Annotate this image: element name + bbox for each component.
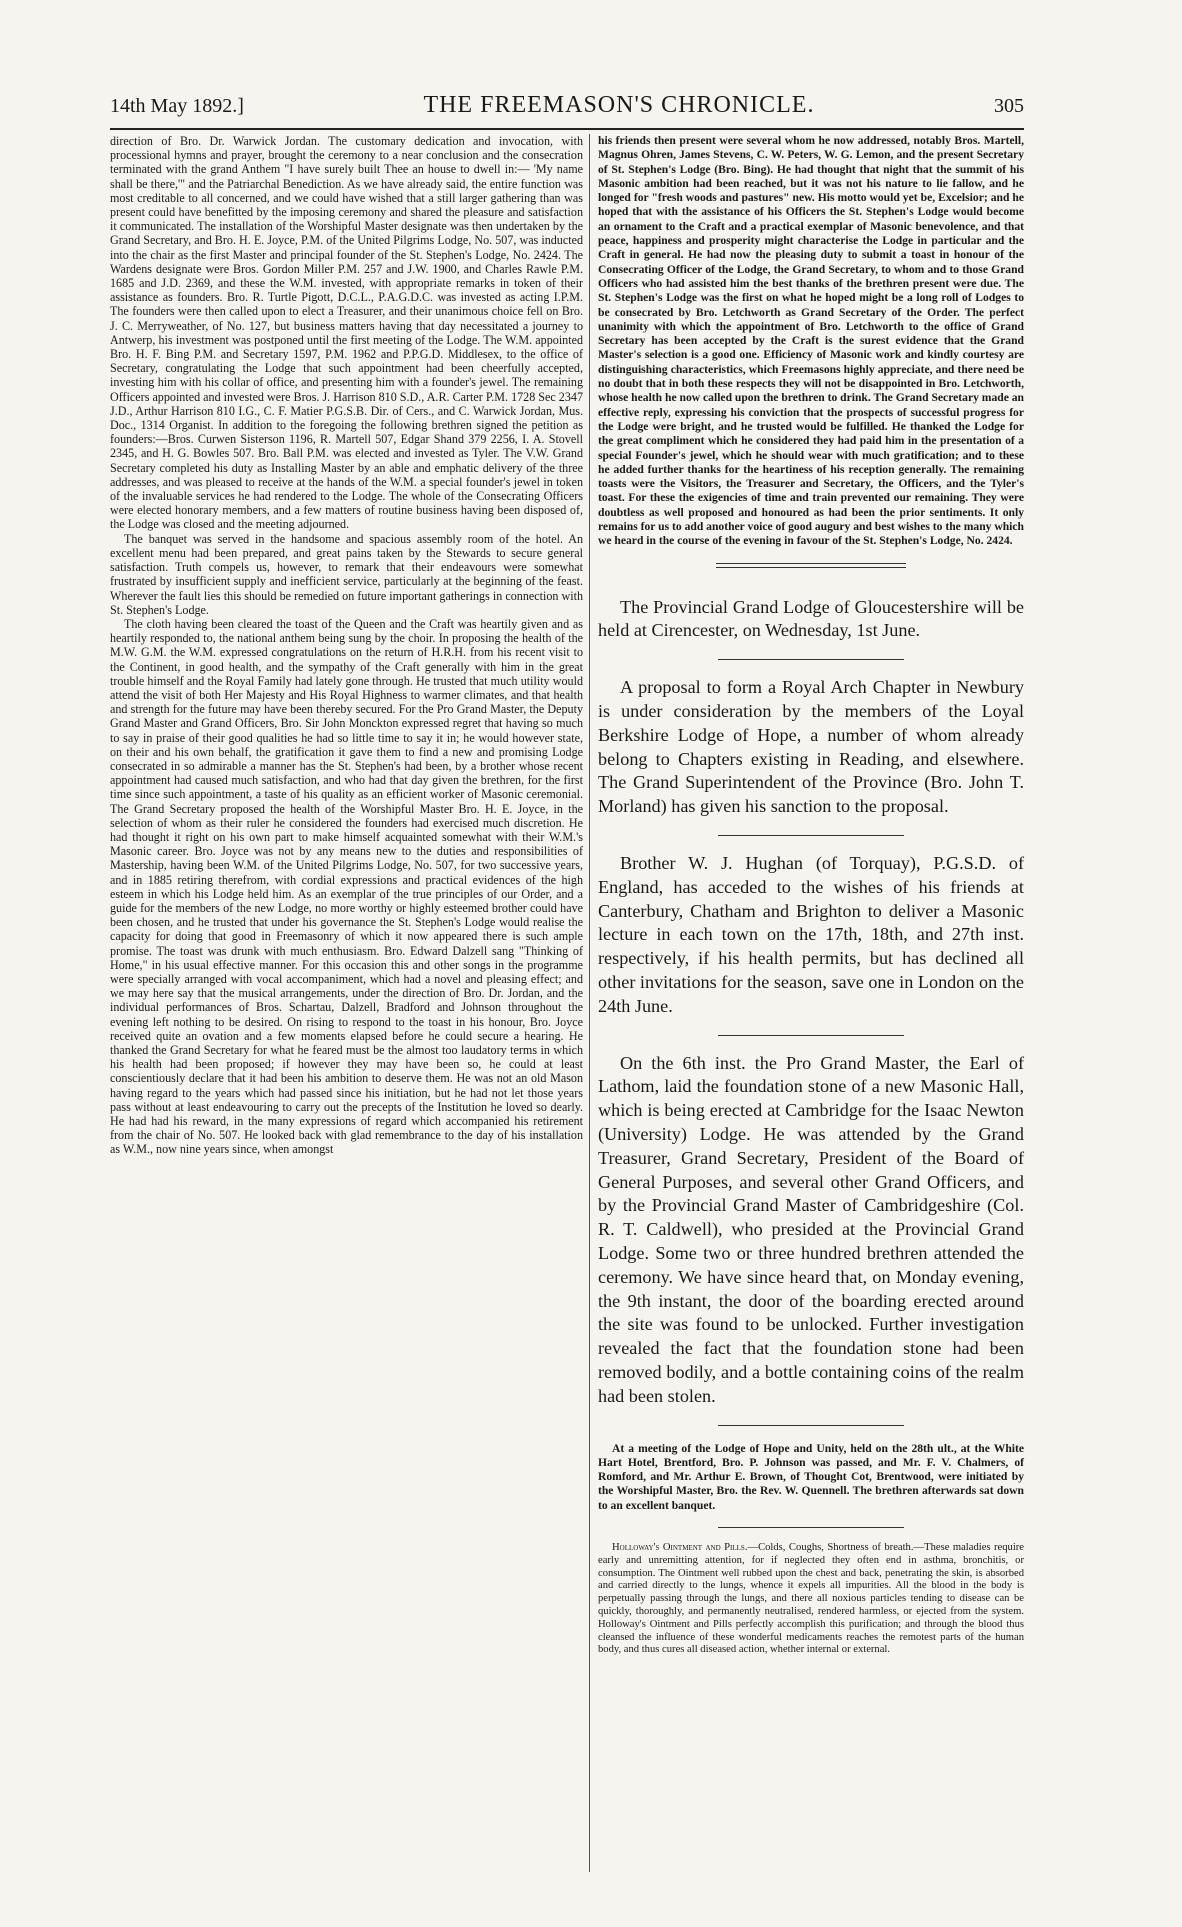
news-item-hughan: Brother W. J. Hughan (of Torquay), P.G.S.D. of England, has acceded to the wishes of his friends at Canterbury, Chatham and Brighton to deliver a Masonic lecture in each town on the 17th, 18th, and 27th inst. respectively, if his health permits, but has declined all other invitations for the season, save one in London on the 24th June. — [598, 852, 1024, 1016]
left-column — [110, 134, 583, 1157]
news-item-hope-unity: At a meeting of the Lodge of Hope and Unity, held on the 28th ult., at the White Hart Hotel, Brentford, Bro. P. Johnson was passed, and Mr. F. V. Chalmers, of Romford, and Mr. Arthur E. Brown, of Thought Cot, Brentwood, were initiated by the Worshipful Master, Bro. the Rev. W. Quennell. The brethren afterwards sat down to an excellent banquet. — [598, 1441, 1024, 1512]
article-consecration-text: direction of Bro. Dr. Warwick Jordan. The customary dedication and invocation, with processional hymns and prayer, brought the ceremony to a near conclusion and the consecration terminated with the grand Anthem "I have surely built Thee an house to dwell in:— 'My name shall be there,'" and the Patriarchal Benediction. As we have already said, the entire function was most creditable to all concerned, and we could have wished that a still larger gathering than was present could have benefitted by the imposing ceremony and shared the pleasure and satisfaction it communicated. The installation of the Worshipful Master designate was then undertaken by the Grand Secretary, and Bro. H. E. Joyce, P.M. of the United Pilgrims Lodge, No. 507, was inducted into the chair as the first Master and principal founder of the St. Stephen's Lodge, No. 2424. The Wardens designate were Bros. Gordon Miller P.M. 257 and J.W. 1900, and Charles Rawle P.M. 1685 and J.D. 2369, and these the W.M. invested, with appropriate remarks in token of their assistance as founders. Bro. R. Turtle Pigott, D.C.L., P.A.G.D.C. was invested as acting I.P.M. The founders were then called upon to elect a Treasurer, and their unanimous choice fell on Bro. J. C. Merryweather, of No. 127, but business matters having that day necessitated a journey to Antwerp, his investment was postponed until the first meeting of the Lodge. The W.M. appointed Bro. H. F. Bing P.M. and Secretary 1597, P.M. 1962 and P.P.G.D. Middlesex, to the office of Secretary, congratulating the Lodge that such appointment had been cheerfully accepted, investing him with his collar of office, and presenting him with a founder's jewel. The remaining Officers appointed and invested were Bros. J. Harrison 810 S.D., A.R. Carter P.M. 1728 Sec 2347 J.D., Arthur Harrison 810 I.G., C. F. Matier P.G.S.B. Dir. of Cers., and C. Warwick Jordan, Mus. Doc., 1314 Organist. In addition to the foregoing the following brethren signed the petition as founders:—Bros. Curwen Sisterson 1196, R. Martell 507, Edgar Shand 379 2256, I. A. Stovell 2345, and H. G. Bowles 507. Bro. Ball P.M. was elected and invested as Tyler. The V.W. Grand Secretary completed his duty as Installing Master by an able and emphatic delivery of the three addresses, and was pleased to receive at the hands of the W.M. a special founder's jewel in token of the invaluable services he had rendered to the Lodge. The whole of the Consecrating Officers were elected honorary members, and a few matters of routine business having been disposed of, the Lodge was closed and the meeting adjourned. — [110, 134, 583, 532]
article-toasts-text: The cloth having been cleared the toast of the Queen and the Craft was heartily given and as heartily responded to, the national anthem being sung by the choir. In proposing the health of the M.W. G.M. the W.M. expressed congratulations on the return of H.R.H. from his recent visit to the Continent, in good health, and the sympathy of the Craft generally with him in the great trouble himself and the Royal Family had lately gone through. He trusted that much utility would attend the visit of both Her Majesty and His Royal Highness to warmer climates, and that health and strength for the future may have been thereby secured. For the Pro Grand Master, the Deputy Grand Master and Grand Officers, Bro. Sir John Monckton expressed regret that having so much to say in praise of their good qualities he had so little time to say it in; he would however state, on their and his own behalf, the gratification it gave them to find a new and promising Lodge consecrated in so admirable a manner has the St. Stephen's had been, by a brother whose recent appointment had caused much satisfaction, and who had that day given the brethren, for the first time since such appointment, a taste of his quality as an efficient worker of Masonic ceremonial. The Grand Secretary proposed the health of the Worshipful Master Bro. H. E. Joyce, in the selection of whom as their ruler he considered the founders had exercised much discretion. He had thought it right on his own part to make himself acquainted somewhat with their W.M.'s Masonic career. Bro. Joyce was not by any means new to the duties and responsibilities of Mastership, having been W.M. of the United Pilgrims Lodge, No. 507, for two successive years, and in 1885 retiring therefrom, with cordial expressions and practical evidences of the high esteem in which his Lodge held him. As an exemplar of the true principles of our Order, and a guide for the members of the new Lodge, no more worthy or highly esteemed brother could have been chosen, and he trusted that under his governance the St. Stephen's Lodge would realise the capacity for doing that good in Freemasonry of which it now appeared there is such ample promise. The toast was drunk with much enthusiasm. Bro. Edward Dalzell sang "Thinking of Home," in his usual effective manner. For this occasion this and other songs in the programme were specially arranged with vocal accompaniment, which had a novel and pleasing effect; and we may here say that the musical arrangements, under the direction of Bro. Dr. Jordan, and the individual performances of Bros. Schartau, Dalzell, Bradford and Johnson throughout the evening left nothing to be desired. On rising to respond to the toast in his honour, Bro. Joyce received quite an ovation and a few moments elapsed before he could secure a hearing. He thanked the Grand Secretary for what he feared must be the almost too laudatory terms in which his health had been proposed; if however they may have been so, he could at least conscientiously declare that it had been his ambition to deserve them. He was not an old Mason having regard to the years which had passed since his initiation, but he had not let those years pass without at least endeavouring to carry out the precepts of the Institution he loved so dearly. He had had his reward, in the many expressions of regard which accompanied his retirement from the chair of No. 507. He looked back with glad remembrance to the day of his installation as W.M., now nine years since, when amongst — [110, 616, 583, 1157]
column-divider — [589, 134, 590, 1872]
publication-title: THE FREEMASON'S CHRONICLE. — [423, 92, 815, 118]
advertisement-holloway — [598, 1542, 1024, 1657]
advertisement-body: —Colds, Coughs, Shortness of breath.—These maladies require early and unremitting attention, for if neglected they often end in asthma, bronchitis, or consumption. The Ointment well rubbed upon the chest and back, penetrating the skin, is absorbed and carried directly to the lungs, whence it expels all impurities. All the blood in the body is perpetually passing through the lungs, and there all noxious particles tending to disease can be quickly, thoroughly, and permanently neutralised, rendered harmless, or ejected from the system. Holloway's Ointment and Pills perfectly accomplish this purification; and through the blood thus cleansed the influence of these wonderful medicaments reaches the remotest parts of the human body, and thus cures all diseased action, whether internal or external. — [598, 1542, 1024, 1656]
news-item-newbury: A proposal to form a Royal Arch Chapter in Newbury is under consideration by the members of the Loyal Berkshire Lodge of Hope, a number of whom already belong to Chapters existing in Reading, and elsewhere. The Grand Superintendent of the Province (Bro. John T. Morland) has given his sanction to the proposal. — [598, 677, 1024, 817]
news-item-gloucestershire: The Provincial Grand Lodge of Gloucestershire will be held at Cirencester, on Wednesday, 1st June. — [598, 596, 1024, 641]
news-item-cambridge: On the 6th inst. the Pro Grand Master, the Earl of Lathom, laid the foundation stone of a new Masonic Hall, which is being erected at Cambridge for the Isaac Newton (University) Lodge. He was attended by the Grand Treasurer, Grand Secretary, President of the Board of General Purposes, and several other Grand Officers, and by the Provincial Grand Master of Cambridgeshire (Col. R. T. Caldwell), who presided at the Provincial Grand Lodge. Some two or three hundred brethren attended the ceremony. We have since heard that, on Monday evening, the 9th instant, the door of the boarding erected around the site was found to be unlocked. Further investigation revealed the fact that the foundation stone had been removed bodily, and a bottle containing coins of the realm had been stolen. — [598, 1052, 1024, 1406]
page-number: 305 — [994, 95, 1024, 117]
right-column — [598, 134, 1024, 1657]
advertisement-heading: Holloway's Ointment and Pills. — [612, 1542, 748, 1553]
article-banquet-text: The banquet was served in the handsome and spacious assembly room of the hotel. An excellent menu had been prepared, and great pains taken by the Stewards to secure general satisfaction. Truth compels us, however, to remark that their endeavours were somewhat frustrated by insufficient supply and inefficient service, particularly at the beginning of the feast. Wherever the fault lies this should be remedied on future important gatherings in connection with St. Stephen's Lodge. — [110, 531, 583, 617]
issue-date: 14th May 1892.] — [110, 95, 244, 117]
article-continued-text: his friends then present were several whom he now addressed, notably Bros. Martell, Magnus Ohren, James Stevens, C. W. Peters, W. G. Lemon, and the present Secretary of St. Stephen's Lodge (Bro. Bing). He had thought that night that the summit of his Masonic ambition had been reached, but it was not his nature to lie fallow, and he longed for "fresh woods and pastures" new. His motto would yet be, Excelsior; and he hoped that with the assistance of his Officers the St. Stephen's Lodge would become an ornament to the Craft and a practical exemplar of Masonic benevolence, and that peace, happiness and prosperity might characterise the Lodge in particular and the Craft in general. He had now the pleasing duty to submit a toast in honour of the Consecrating Officer of the Lodge, the Grand Secretary, to whom and to those Grand Officers who had assisted him the best thanks of the brethren present were due. The St. Stephen's Lodge was the first on what he hoped might be a long roll of Lodges to be consecrated by Bro. Letchworth as Grand Secretary of the Order. The perfect unanimity with which the appointment of Bro. Letchworth to the office of Grand Secretary has been accepted by the Craft is the surest evidence that the Grand Master's selection is a good one. Efficiency of Masonic work and kindly courtesy are distinguishing characteristics, which Freemasons highly appreciate, and there need be no doubt that in both these respects they will not be disappointed in Bro. Letchworth, whose health he now called upon the brethren to drink. The Grand Secretary made an effective reply, expressing his conviction that the prospects of successful progress for the Lodge were bright, and he trusted would be fulfilled. He thanked the Lodge for the great compliment which he considered they had paid him in the presentation of a special Founder's jewel, which he should wear with much gratification; and to these he added further thanks for the heartiness of his reception generally. The remaining toasts were the Visitors, the Treasurer and Secretary, the Officers, and the Tyler's toast. For these the exigencies of time and train prevented our remaining. They were doubtless as well proposed and honoured as had been the prior sentiments. It only remains for us to add another voice of good augury and best wishes to the many which we heard in the course of the evening in favour of the St. Stephen's Lodge, No. 2424. — [598, 134, 1024, 548]
masthead — [110, 92, 1024, 130]
